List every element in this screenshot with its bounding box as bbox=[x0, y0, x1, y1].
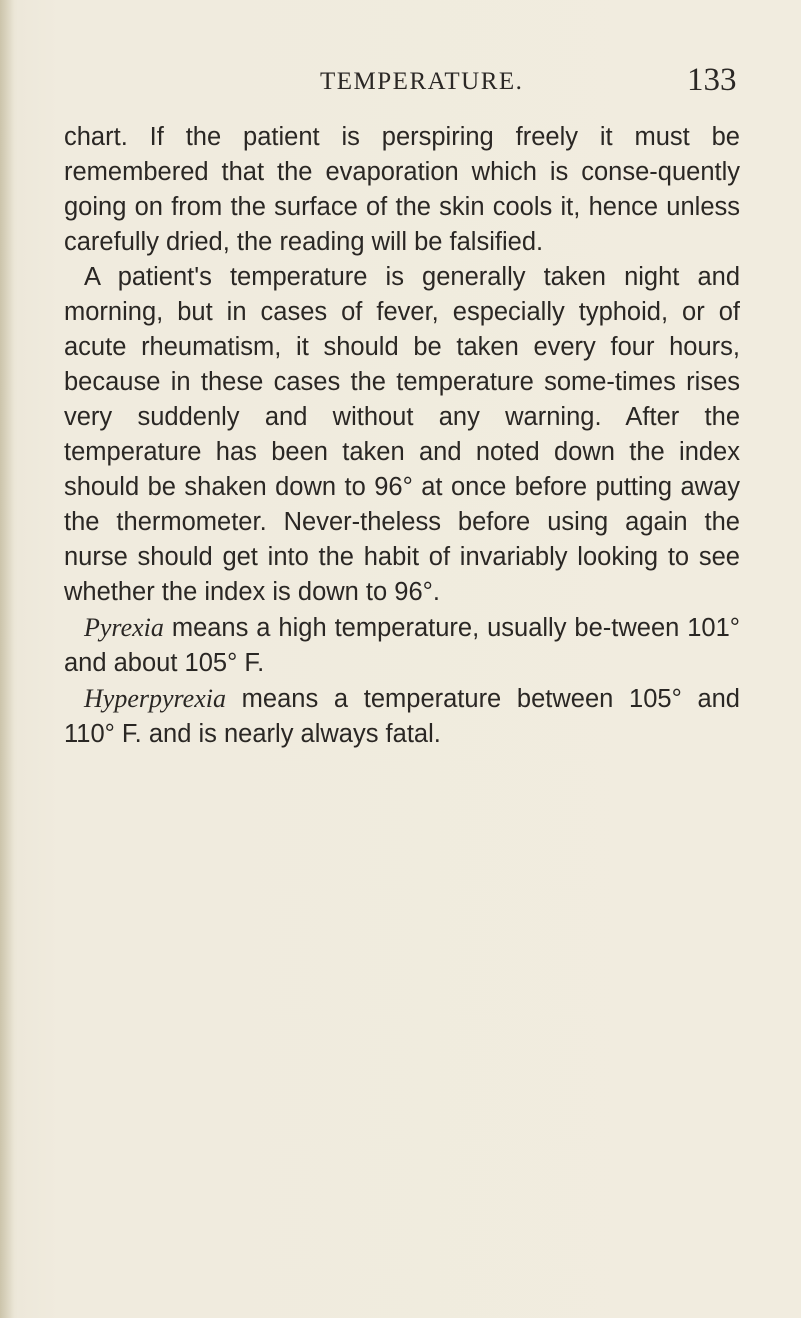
paragraph-hyperpyrexia-definition bbox=[64, 681, 740, 752]
page-number: 133 bbox=[687, 62, 737, 98]
paragraph-thermometer-evaporation: chart. If the patient is perspiring freely it must be remembered that the evaporation which is conse-quently going on from the surface of the skin cools it, hence unless carefully dried, the reading will be falsified. bbox=[64, 123, 740, 256]
paragraph-when-to-take-temperature: A patient's temperature is generally taken night and morning, but in cases of fever, especially typhoid, or of acute rheumatism, it should be taken every four hours, because in these cases the temperature some-times rises very suddenly and without any warning. After the temperature has been taken and noted down the index should be shaken down to 96° at once before putting away the thermometer. Never-theless before using again the nurse should get into the habit of invariably looking to see whether the index is down to 96°. bbox=[64, 263, 740, 606]
page-header bbox=[0, 62, 801, 102]
pyrexia-definition-text: means a high temperature, usually be-tween 101° and about 105° F. bbox=[64, 614, 740, 677]
paragraph-pyrexia-definition bbox=[64, 610, 740, 681]
body-text bbox=[64, 120, 740, 752]
running-head: TEMPERATURE. bbox=[320, 68, 524, 95]
term-pyrexia: Pyrexia bbox=[84, 613, 164, 642]
hyperpyrexia-definition-text: means a temperature between 105° and 110° F. and is nearly always fatal. bbox=[64, 685, 740, 748]
term-hyperpyrexia: Hyperpyrexia bbox=[84, 684, 226, 713]
page-gutter-shadow bbox=[0, 0, 14, 1318]
